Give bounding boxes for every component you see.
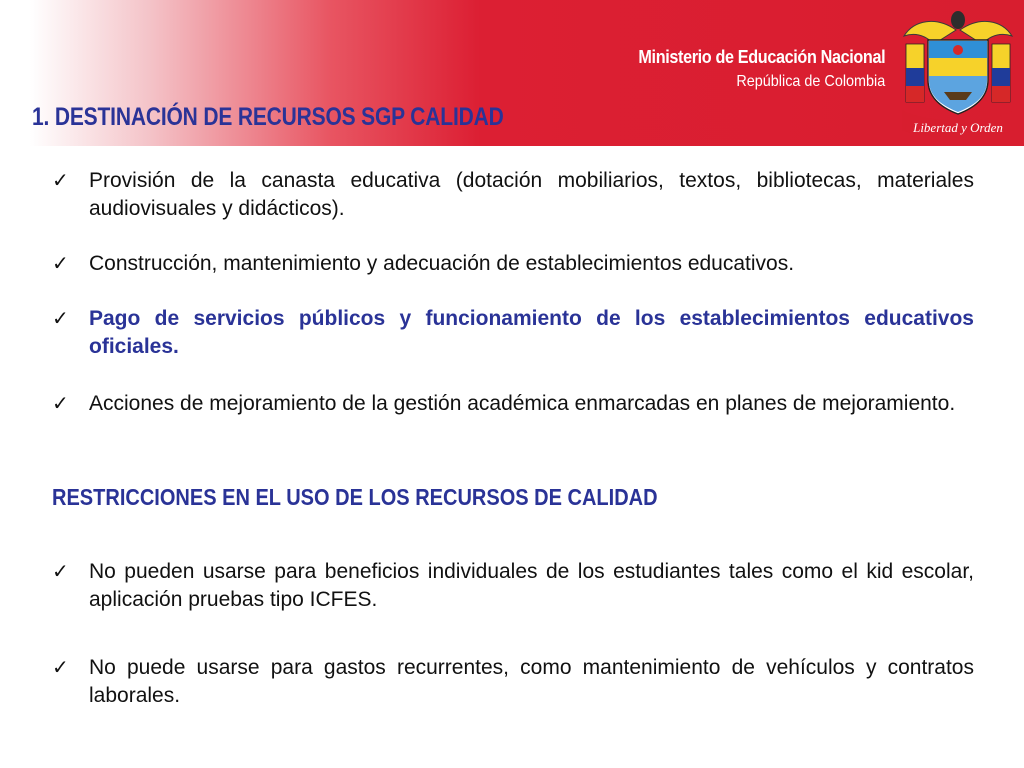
country-name: República de Colombia — [736, 73, 885, 90]
restriction-text: No puede usarse para gastos recurrentes, como mantenimiento de vehículos y contratos laborales. — [89, 656, 974, 707]
list-item — [52, 390, 974, 418]
slide-title: 1. DESTINACIÓN DE RECURSOS SGP CALIDAD — [32, 103, 504, 131]
check-icon: ✓ — [52, 170, 69, 192]
flag-left-red — [906, 86, 924, 102]
ministry-name: Ministerio de Educación Nacional — [638, 47, 885, 67]
list-item — [52, 167, 974, 223]
condor-head — [951, 11, 965, 29]
list-item — [52, 250, 974, 278]
flag-right-blue — [992, 68, 1010, 86]
list-item — [52, 654, 974, 710]
ministry-label — [611, 47, 885, 91]
bullet-text-highlighted: Pago de servicios públicos y funcionamiento de los establecimientos educativos oficiales. — [89, 307, 974, 358]
list-item — [52, 305, 974, 361]
bullet-text: Acciones de mejoramiento de la gestión académica enmarcadas en planes de mejoramiento. — [89, 392, 956, 415]
colombia-coat-of-arms-icon — [896, 6, 1020, 140]
restriction-text: No pueden usarse para beneficios individuales de los estudiantes tales como el kid escolar, aplicación pruebas tipo ICFES. — [89, 560, 974, 611]
check-icon: ✓ — [52, 308, 69, 330]
bullet-text: Provisión de la canasta educativa (dotación mobiliarios, textos, bibliotecas, materiales audiovisuales y didácticos). — [89, 169, 974, 220]
crest-motto: Libertad y Orden — [913, 120, 1003, 135]
check-icon: ✓ — [52, 561, 69, 583]
check-icon: ✓ — [52, 657, 69, 679]
flag-right-red — [992, 86, 1010, 102]
check-icon: ✓ — [52, 253, 69, 275]
shield-fess — [929, 58, 987, 76]
flag-left-blue — [906, 68, 924, 86]
bullet-text: Construcción, mantenimiento y adecuación de establecimientos educativos. — [89, 252, 795, 275]
list-item — [52, 558, 974, 614]
restrictions-heading: RESTRICCIONES EN EL USO DE LOS RECURSOS DE CALIDAD — [52, 484, 658, 510]
check-icon: ✓ — [52, 393, 69, 415]
pomegranate — [953, 45, 963, 55]
